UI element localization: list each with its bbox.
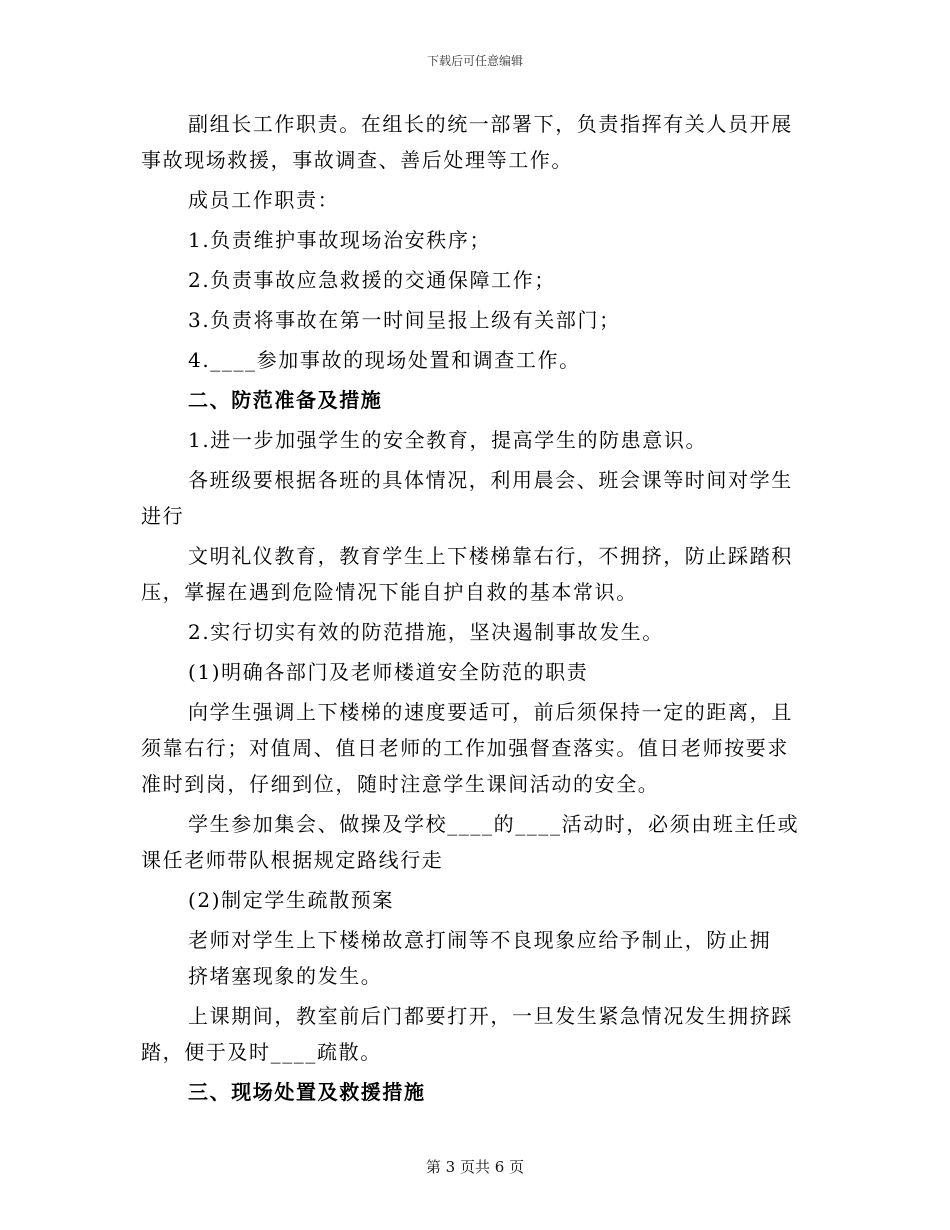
paragraph-line: 1.进一步加强学生的安全教育，提高学生的防患意识。 (188, 428, 708, 452)
section-heading: 二、防范准备及措施 (188, 388, 383, 412)
paragraph-line: 事故现场救援，事故调查、善后处理等工作。 (141, 148, 573, 172)
paragraph-line: (2)制定学生疏散预案 (188, 888, 394, 912)
section-heading: 三、现场处置及救援措施 (188, 1080, 426, 1104)
paragraph-line: (1)明确各部门及老师楼道安全防范的职责 (188, 660, 589, 684)
list-item: 1.负责维护事故现场治安秩序； (188, 228, 492, 252)
document-body (141, 106, 806, 1110)
paragraph-line: 2.实行切实有效的防范措施，坚决遏制事故发生。 (188, 620, 664, 644)
paragraph-line: 向学生强调上下楼梯的速度要适可，前后须保持一定的距离，且 (188, 700, 793, 724)
paragraph-line: 课任老师带队根据规定路线行走 (141, 848, 444, 872)
list-item: 4.____参加事故的现场处置和调查工作。 (188, 348, 581, 372)
paragraph-line: 成员工作职责： (188, 188, 340, 212)
paragraph-line: 上课期间，教室前后门都要打开，一旦发生紧急情况发生拥挤踩 (188, 1004, 793, 1028)
paragraph-line: 踏，便于及时____疏散。 (141, 1040, 382, 1064)
paragraph-line: 文明礼仪教育，教育学生上下楼梯靠右行，不拥挤，防止踩踏积 (188, 544, 793, 568)
paragraph-line: 挤堵塞现象的发生。 (188, 964, 383, 988)
list-item: 3.负责将事故在第一时间呈报上级有关部门； (188, 308, 621, 332)
paragraph-line: 进行 (141, 504, 185, 528)
paragraph-line: 须靠右行；对值周、值日老师的工作加强督查落实。值日老师按要求 (141, 736, 789, 760)
page-header: 下载后可任意编辑 (426, 54, 523, 68)
page-footer: 第 3 页共 6 页 (425, 1158, 525, 1176)
paragraph-line: 老师对学生上下楼梯故意打闹等不良现象应给予制止，防止拥 (188, 928, 772, 952)
paragraph-line: 学生参加集会、做操及学校____的____活动时，必须由班主任或 (188, 812, 800, 836)
paragraph-line: 压，掌握在遇到危险情况下能自护自救的基本常识。 (141, 580, 638, 604)
list-item: 2.负责事故应急救援的交通保障工作； (188, 268, 556, 292)
paragraph-line: 副组长工作职责。在组长的统一部署下，负责指挥有关人员开展 (188, 112, 793, 136)
paragraph-line: 各班级要根据各班的具体情况，利用晨会、班会课等时间对学生 (188, 468, 793, 492)
paragraph-line: 准时到岗，仔细到位，随时注意学生课间活动的安全。 (141, 772, 660, 796)
